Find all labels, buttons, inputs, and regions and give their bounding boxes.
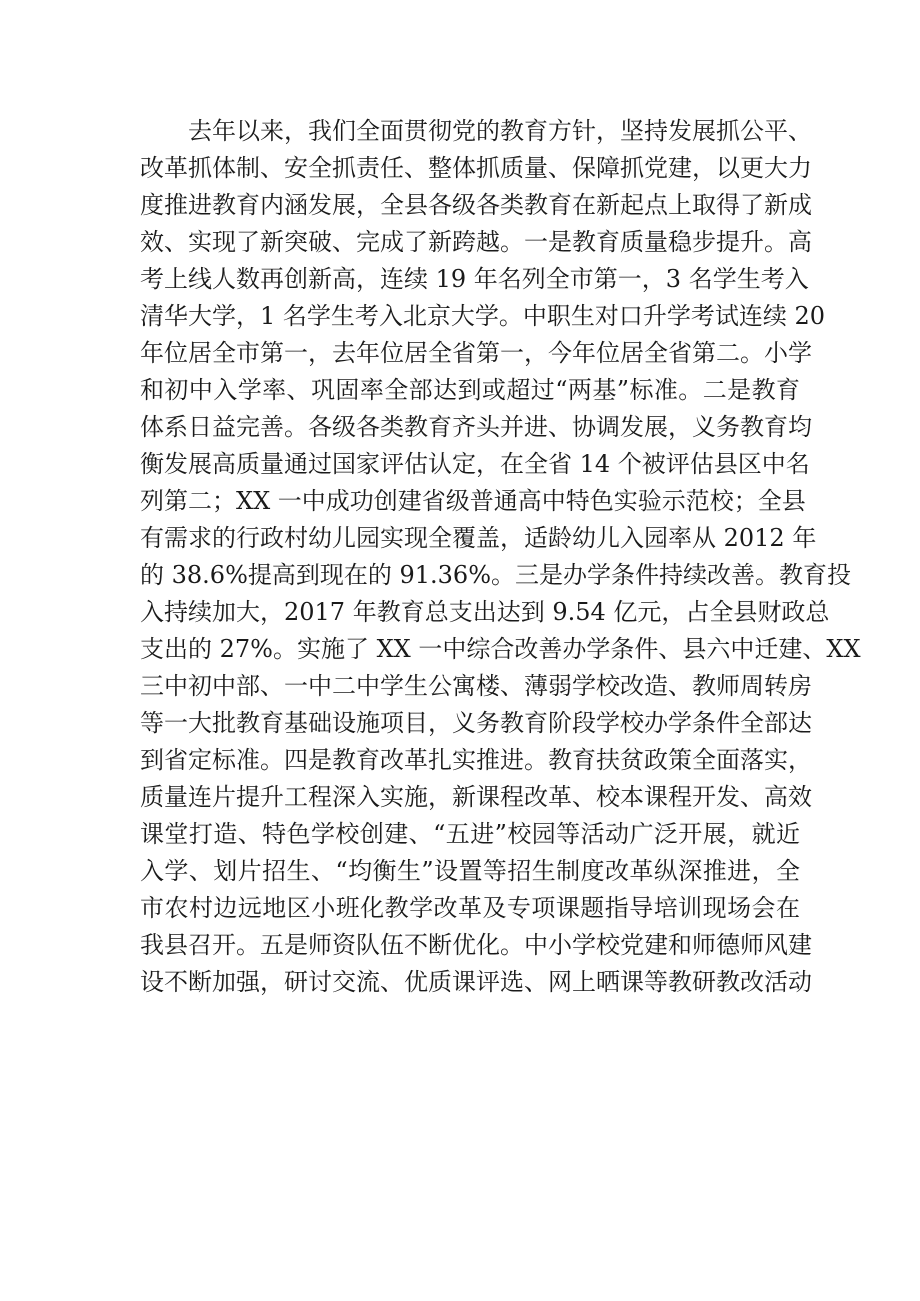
text-line: 清华大学，1 名学生考入北京大学。中职生对口升学考试连续 20 xyxy=(140,302,826,330)
text-line: 的 38.6%提高到现在的 91.36%。三是办学条件持续改善。教育投 xyxy=(140,561,852,589)
text-line: 体系日益完善。各级各类教育齐头并进、协调发展，义务教育均 xyxy=(140,413,812,441)
text-line: 市农村边远地区小班化教学改革及专项课题指导培训现场会在 xyxy=(140,894,800,922)
text-line: 入持续加大，2017 年教育总支出达到 9.54 亿元，占全县财政总 xyxy=(140,598,830,626)
text-line: 三中初中部、一中二中学生公寓楼、薄弱学校改造、教师周转房 xyxy=(140,672,812,700)
text-line: 衡发展高质量通过国家评估认定，在全省 14 个被评估县区中名 xyxy=(140,450,810,478)
text-line: 效、实现了新突破、完成了新跨越。一是教育质量稳步提升。高 xyxy=(140,228,812,256)
text-line: 和初中入学率、巩固率全部达到或超过“两基”标准。二是教育 xyxy=(140,376,800,404)
text-line: 年位居全市第一，去年位居全省第一，今年位居全省第二。小学 xyxy=(140,339,812,367)
text-line: 设不断加强，研讨交流、优质课评选、网上晒课等教研教改活动 xyxy=(140,968,812,996)
text-line: 去年以来，我们全面贯彻党的教育方针，坚持发展抓公平、 xyxy=(188,117,812,145)
text-line: 入学、划片招生、“均衡生”设置等招生制度改革纵深推进，全 xyxy=(140,857,800,885)
text-line: 质量连片提升工程深入实施，新课程改革、校本课程开发、高效 xyxy=(140,783,812,811)
text-line: 改革抓体制、安全抓责任、整体抓质量、保障抓党建，以更大力 xyxy=(140,154,812,182)
text-line: 课堂打造、特色学校创建、“五进”校园等活动广泛开展，就近 xyxy=(140,820,800,848)
body-paragraph xyxy=(140,113,861,1001)
text-line: 到省定标准。四是教育改革扎实推进。教育扶贫政策全面落实， xyxy=(140,746,812,774)
text-line: 等一大批教育基础设施项目，义务教育阶段学校办学条件全部达 xyxy=(140,709,812,737)
text-line: 我县召开。五是师资队伍不断优化。中小学校党建和师德师风建 xyxy=(140,931,812,959)
text-line: 有需求的行政村幼儿园实现全覆盖，适龄幼儿入园率从 2012 年 xyxy=(140,524,817,552)
text-line: 度推进教育内涵发展，全县各级各类教育在新起点上取得了新成 xyxy=(140,191,812,219)
text-line: 列第二；XX 一中成功创建省级普通高中特色实验示范校；全县 xyxy=(140,487,806,515)
text-line: 考上线人数再创新高，连续 19 年名列全市第一，3 名学生考入 xyxy=(140,265,809,293)
text-line: 支出的 27%。实施了 XX 一中综合改善办学条件、县六中迁建、XX xyxy=(140,635,861,663)
